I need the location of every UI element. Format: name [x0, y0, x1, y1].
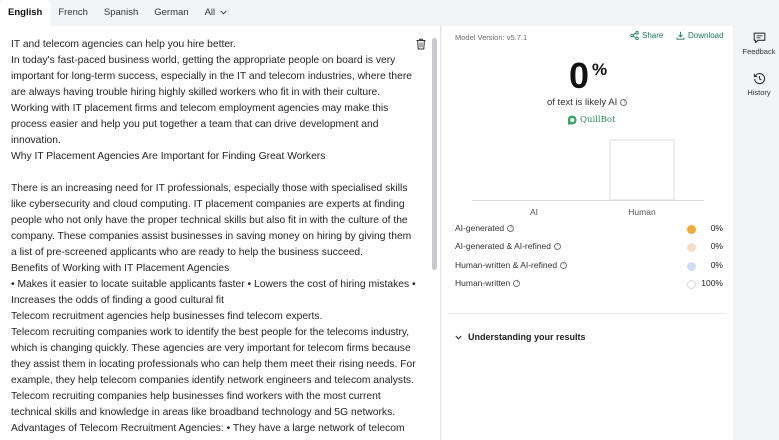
legend-value: 0%	[710, 223, 723, 233]
understanding-results-label: Understanding your results	[468, 332, 586, 342]
quillbot-logo-icon	[567, 115, 577, 125]
legend-value: 0%	[710, 241, 723, 251]
feedback-button[interactable]	[739, 32, 779, 56]
language-tabs	[0, 0, 235, 26]
brand-name: QuillBot	[580, 115, 616, 125]
editor-paragraph: IT and telecom agencies can help you hire better.	[11, 39, 236, 50]
tab-french[interactable]: French	[58, 7, 88, 18]
legend-dot	[687, 280, 696, 289]
editor-paragraph: Telecom recruitment agencies help businesses find telecom experts.	[11, 311, 323, 322]
bar-human	[610, 140, 674, 200]
chart-label-human: Human	[628, 207, 656, 216]
chevron-down-icon	[220, 10, 227, 15]
tab-all[interactable]	[197, 0, 235, 26]
legend-label: AI-generated & AI-refined	[455, 241, 551, 251]
brand-logo	[567, 115, 615, 125]
editor-paragraph: Why IT Placement Agencies Are Important for Finding Great Workers	[11, 151, 326, 162]
editor-paragraph: Advantages of Telecom Recruitment Agencies: • They have a large network of telecom	[11, 423, 405, 434]
trash-icon[interactable]	[415, 38, 427, 50]
legend-value: 0%	[710, 260, 723, 270]
editor-scrollbar[interactable]	[432, 38, 437, 270]
history-label: History	[747, 88, 771, 97]
share-label: Share	[642, 31, 664, 40]
detection-panel	[442, 26, 733, 440]
info-icon[interactable]	[513, 280, 520, 287]
model-version: Model Version: v5.7.1	[455, 33, 528, 42]
tab-all-label: All	[204, 7, 216, 18]
info-icon[interactable]	[507, 225, 514, 232]
legend-value: 100%	[701, 278, 723, 288]
chart-label-ai: AI	[529, 207, 539, 216]
legend-label: Human-written & AI-refined	[455, 260, 558, 270]
editor-paragraph: Benefits of Working with IT Placement Agencies	[11, 263, 230, 274]
text-editor[interactable]	[0, 26, 441, 440]
ai-score-sign: %	[592, 60, 608, 79]
editor-paragraph	[11, 165, 416, 181]
info-icon[interactable]	[560, 262, 567, 269]
likely-ai-text	[547, 97, 627, 108]
legend-label-wrap	[455, 278, 520, 288]
tab-german[interactable]: German	[154, 7, 189, 18]
info-icon[interactable]	[554, 243, 561, 250]
likely-ai-label: of text is likely AI	[547, 97, 618, 108]
tab-spanish[interactable]: Spanish	[103, 7, 139, 18]
legend-label-wrap	[455, 260, 567, 270]
info-icon[interactable]	[620, 99, 627, 106]
legend-dot	[687, 225, 696, 234]
download-label: Download	[688, 31, 724, 40]
editor-paragraph: There is an increasing need for IT professionals, especially those with specialised skills like cybersecurity and cloud computing. IT placement companies are experts at finding people who not only have the proper technical skills but also fit in with the culture of the company. These companies assist businesses in saving money on hiring by giving them a list of pre-screened applicants who are ready to help the business succeed.	[11, 183, 412, 258]
legend-label-wrap	[455, 241, 561, 251]
ai-human-chart	[472, 136, 704, 216]
understanding-results-toggle[interactable]	[455, 332, 586, 342]
feedback-label: Feedback	[742, 47, 776, 56]
editor-paragraph: Telecom recruiting companies work to identify the best people for the telecoms industry, which is changing quickly. These agencies are very important for telecom firms because they assist them in locating professionals who can help them meet their rising needs. For example, they help telecom companies identify network engineers and telecom analysts.	[11, 327, 416, 386]
download-button[interactable]	[676, 31, 724, 40]
feedback-icon	[753, 32, 766, 44]
legend-dot	[687, 243, 696, 252]
history-button[interactable]	[739, 72, 779, 97]
legend-label: Human-written	[455, 278, 511, 288]
editor-text[interactable]	[11, 37, 416, 437]
editor-paragraph: Telecom recruiting companies help businesses find workers with the most current technical skills and knowledge in areas like broadband technology and 5G networks.	[11, 391, 396, 418]
legend-label: AI-generated	[455, 223, 505, 233]
editor-paragraph: In today's fast-paced business world, getting the appropriate people on board is very important for long-term success, especially in the IT and telecom industries, where there are always having trouble hiring highly skilled workers who fit in with their culture. Working with IT placement firms and telecom employment agencies may make this process easier and help you put together a team that can drive development and innovation.	[11, 55, 413, 146]
share-button[interactable]	[630, 31, 663, 40]
editor-paragraph: • Makes it easier to locate suitable applicants faster • Lowers the cost of hiring mistakes • Increases the odds of finding a good cultural fit	[11, 279, 416, 306]
legend-label-wrap	[455, 223, 514, 233]
chevron-down-icon	[455, 335, 462, 340]
right-sidebar	[739, 26, 779, 440]
tab-english[interactable]: English	[0, 0, 50, 26]
share-icon	[630, 31, 639, 40]
legend-ai-generated-refined	[455, 241, 723, 255]
legend-human-written	[455, 278, 723, 292]
ai-score: 0	[569, 55, 590, 96]
legend-human-written-refined	[455, 260, 723, 274]
legend-ai-generated	[455, 223, 723, 237]
legend-dot	[687, 262, 696, 271]
download-icon	[676, 31, 685, 40]
history-icon	[753, 72, 766, 85]
panel-divider	[448, 313, 726, 314]
